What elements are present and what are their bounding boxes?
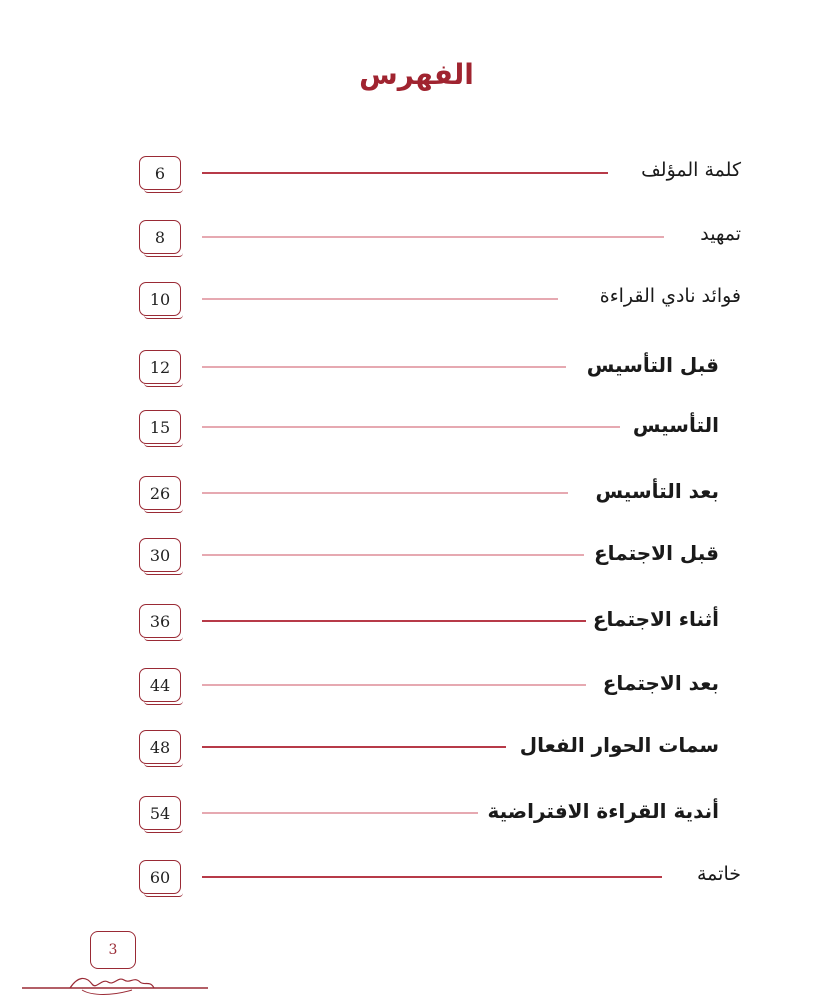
toc-row[interactable] xyxy=(0,730,833,770)
toc-row[interactable] xyxy=(0,476,833,516)
toc-label: بعد التأسيس xyxy=(595,479,719,503)
leader-line xyxy=(202,746,506,748)
toc-row[interactable] xyxy=(0,156,833,196)
leader-line xyxy=(202,366,566,368)
leader-line xyxy=(202,684,586,686)
page-number-box: 15 xyxy=(139,410,181,444)
leader-line xyxy=(202,876,662,878)
leader-line xyxy=(202,172,608,174)
toc-label: قبل التأسيس xyxy=(586,353,719,377)
toc-row[interactable] xyxy=(0,282,833,322)
page-number-box: 48 xyxy=(139,730,181,764)
toc-label: التأسيس xyxy=(632,413,719,437)
leader-line xyxy=(202,812,478,814)
leader-line xyxy=(202,620,586,622)
leader-line xyxy=(202,426,620,428)
toc-label: بعد الاجتماع xyxy=(602,671,719,695)
page-number-box: 30 xyxy=(139,538,181,572)
leader-line xyxy=(202,492,568,494)
toc-label: خاتمة xyxy=(697,863,741,885)
page-title: الفهرس xyxy=(359,58,474,91)
page-number-box: 6 xyxy=(139,156,181,190)
toc-row[interactable] xyxy=(0,796,833,836)
toc-row[interactable] xyxy=(0,604,833,644)
leader-line xyxy=(202,298,558,300)
page-number-box: 10 xyxy=(139,282,181,316)
toc-row[interactable] xyxy=(0,220,833,260)
toc-label: فوائد نادي القراءة xyxy=(599,285,741,307)
page-number-box: 44 xyxy=(139,668,181,702)
page-number-box: 12 xyxy=(139,350,181,384)
toc-row[interactable] xyxy=(0,410,833,450)
page-number-box: 60 xyxy=(139,860,181,894)
toc-row[interactable] xyxy=(0,668,833,708)
toc-label: تمهيد xyxy=(700,223,741,245)
page-number-box: 26 xyxy=(139,476,181,510)
page-number-box: 36 xyxy=(139,604,181,638)
toc-row[interactable] xyxy=(0,860,833,900)
toc-label: أثناء الاجتماع xyxy=(592,607,719,631)
toc-row[interactable] xyxy=(0,538,833,578)
toc-row[interactable] xyxy=(0,350,833,390)
leader-line xyxy=(202,554,584,556)
toc-label: سمات الحوار الفعال xyxy=(519,733,719,757)
toc-label: كلمة المؤلف xyxy=(641,159,741,181)
toc-label: قبل الاجتماع xyxy=(594,541,719,565)
footer-ornament-icon xyxy=(22,970,208,1000)
footer-page-number: 3 xyxy=(90,931,136,969)
leader-line xyxy=(202,236,664,238)
page-number-box: 8 xyxy=(139,220,181,254)
page-number-box: 54 xyxy=(139,796,181,830)
toc-label: أندية القراءة الافتراضية xyxy=(487,799,719,823)
